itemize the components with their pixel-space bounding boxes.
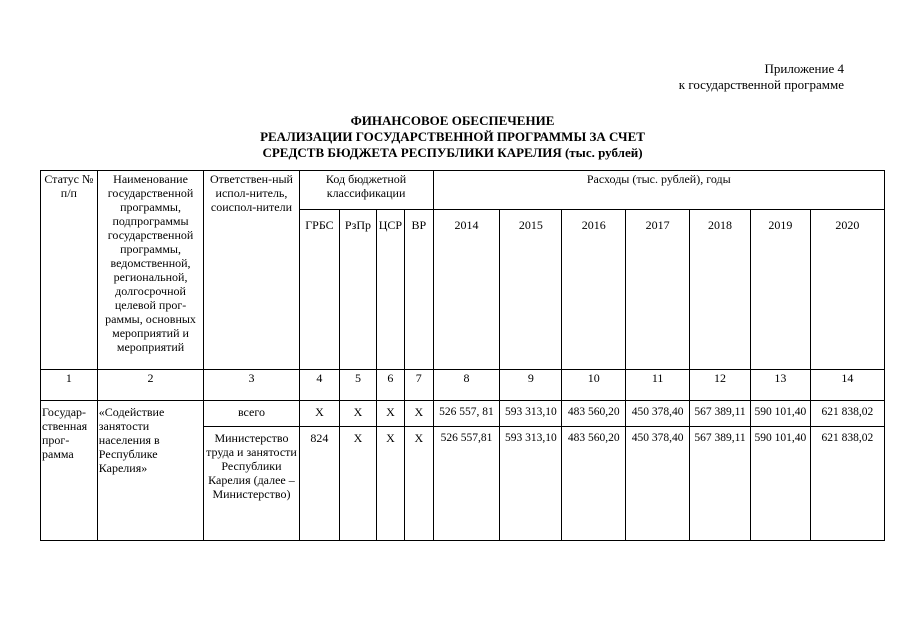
row-code-vr: Х bbox=[405, 427, 433, 541]
col-num-9: 9 bbox=[500, 370, 562, 401]
row-value-2017: 450 378,40 bbox=[626, 427, 690, 541]
header-code-vr: ВР bbox=[405, 210, 433, 370]
appendix-note bbox=[679, 61, 844, 93]
row-value-2016: 483 560,20 bbox=[562, 427, 626, 541]
program-status: Государ-ственная прог-рамма bbox=[41, 401, 98, 541]
program-name: «Содействие занятости населения в Республике Карелия» bbox=[97, 401, 204, 541]
row-code-grbs: 824 bbox=[299, 427, 340, 541]
header-year-2019: 2019 bbox=[750, 210, 810, 370]
col-num-6: 6 bbox=[376, 370, 404, 401]
row-value-2015: 593 313,10 bbox=[500, 427, 562, 541]
col-num-11: 11 bbox=[626, 370, 690, 401]
header-year-2020: 2020 bbox=[810, 210, 884, 370]
header-year-2017: 2017 bbox=[626, 210, 690, 370]
row-value-2014: 526 557,81 bbox=[433, 427, 500, 541]
row-value-2017: 450 378,40 bbox=[626, 401, 690, 427]
row-value-2018: 567 389,11 bbox=[690, 427, 751, 541]
col-num-8: 8 bbox=[433, 370, 500, 401]
header-code-grbs: ГРБС bbox=[299, 210, 340, 370]
row-executor: всего bbox=[204, 401, 299, 427]
row-value-2019: 590 101,40 bbox=[750, 427, 810, 541]
row-executor: Министерство труда и занятости Республики Карелия (далее – Министерство) bbox=[204, 427, 299, 541]
header-year-2015: 2015 bbox=[500, 210, 562, 370]
row-code-grbs: Х bbox=[299, 401, 340, 427]
title-line-2: РЕАЛИЗАЦИИ ГОСУДАРСТВЕННОЙ ПРОГРАММЫ ЗА СЧЕТ bbox=[260, 129, 645, 144]
row-value-2020: 621 838,02 bbox=[810, 401, 884, 427]
col-num-7: 7 bbox=[405, 370, 433, 401]
row-code-vr: Х bbox=[405, 401, 433, 427]
col-num-4: 4 bbox=[299, 370, 340, 401]
header-year-2014: 2014 bbox=[433, 210, 500, 370]
col-num-1: 1 bbox=[41, 370, 98, 401]
col-num-3: 3 bbox=[204, 370, 299, 401]
table-row-total bbox=[41, 401, 885, 427]
row-code-csr: Х bbox=[376, 427, 404, 541]
row-value-2016: 483 560,20 bbox=[562, 401, 626, 427]
budget-table bbox=[40, 170, 885, 541]
header-name: Наименование государственной программы, подпрограммы государственной программы, ведомственной, региональной, долгосрочной целевой прог-раммы, основных мероприятий и мероприятий bbox=[97, 171, 204, 370]
column-number-row bbox=[41, 370, 885, 401]
document-title bbox=[0, 113, 905, 161]
appendix-line-2: к государственной программе bbox=[678, 77, 844, 92]
title-line-1: ФИНАНСОВОЕ ОБЕСПЕЧЕНИЕ bbox=[350, 113, 555, 128]
header-code-rzpr: РзПр bbox=[340, 210, 377, 370]
row-value-2015: 593 313,10 bbox=[500, 401, 562, 427]
col-num-5: 5 bbox=[340, 370, 377, 401]
header-status: Статус № п/п bbox=[41, 171, 98, 370]
col-num-13: 13 bbox=[750, 370, 810, 401]
title-line-3: СРЕДСТВ БЮДЖЕТА РЕСПУБЛИКИ КАРЕЛИЯ (тыс. рублей) bbox=[262, 145, 643, 160]
header-executor: Ответствен-ный испол-нитель, соиспол-нители bbox=[204, 171, 299, 370]
row-value-2019: 590 101,40 bbox=[750, 401, 810, 427]
header-code-csr: ЦСР bbox=[376, 210, 404, 370]
row-value-2014: 526 557, 81 bbox=[433, 401, 500, 427]
row-code-rzpr: Х bbox=[340, 427, 377, 541]
header-year-2016: 2016 bbox=[562, 210, 626, 370]
row-code-rzpr: Х bbox=[340, 401, 377, 427]
header-expenses: Расходы (тыс. рублей), годы bbox=[433, 171, 885, 210]
col-num-10: 10 bbox=[562, 370, 626, 401]
col-num-2: 2 bbox=[97, 370, 204, 401]
row-value-2018: 567 389,11 bbox=[690, 401, 751, 427]
row-code-csr: Х bbox=[376, 401, 404, 427]
row-value-2020: 621 838,02 bbox=[810, 427, 884, 541]
header-year-2018: 2018 bbox=[690, 210, 751, 370]
col-num-12: 12 bbox=[690, 370, 751, 401]
col-num-14: 14 bbox=[810, 370, 884, 401]
header-budget-code: Код бюджетной классификации bbox=[299, 171, 433, 210]
appendix-line-1: Приложение 4 bbox=[764, 61, 844, 76]
header-row-1 bbox=[41, 171, 885, 210]
